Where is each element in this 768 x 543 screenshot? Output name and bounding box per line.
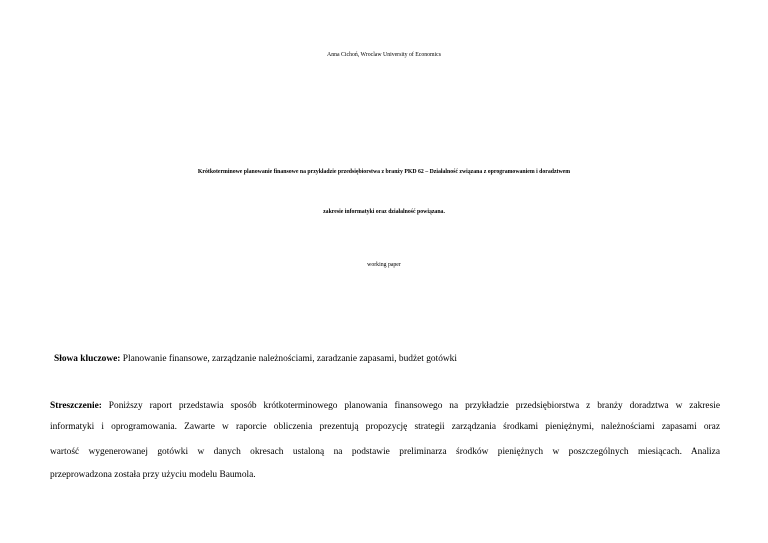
abstract-label: Streszczenie: <box>50 401 102 411</box>
abstract-line-4: przeprowadzona została przy użyciu modelu Baumola. <box>50 470 256 480</box>
keywords-text: Planowanie finansowe, zarządzanie należnościami, zaradzanie zapasami, budżet gotówki <box>120 354 457 364</box>
abstract-line-2: informatyki i oprogramowania. Zawarte w raporcie obliczenia prezentują propozycję strategii zarządzania środkami pieniężnymi, należnościami zapasami oraz <box>50 422 720 432</box>
paper-title-line-1: Krótkoterminowe planowanie finansowe na przykładzie przedsiębiorstwa z branży PKD 62 – Działalność związana z oprogramowaniem i doradztwem <box>197 169 571 175</box>
abstract-line-1 <box>50 401 720 411</box>
keywords-line <box>54 354 457 364</box>
paper-title-line-2: zakresie informatyki oraz działalność powiązana. <box>323 209 445 215</box>
paper-type: working paper <box>367 262 401 268</box>
abstract-text-1: Poniższy raport przedstawia sposób krótkoterminowego planowania finansowego na przykładzie przedsiębiorstwa z branży doradztwa w zakresie <box>101 401 720 411</box>
keywords-label: Słowa kluczowe: <box>54 354 121 364</box>
abstract-line-3: wartość wygenerowanej gotówki w danych okresach ustaloną na podstawie preliminarza środków pieniężnych w poszczególnych miesiącach. Analiza <box>50 447 720 457</box>
author-line: Anna Cichoń, Wroclaw University of Economics <box>327 52 441 58</box>
